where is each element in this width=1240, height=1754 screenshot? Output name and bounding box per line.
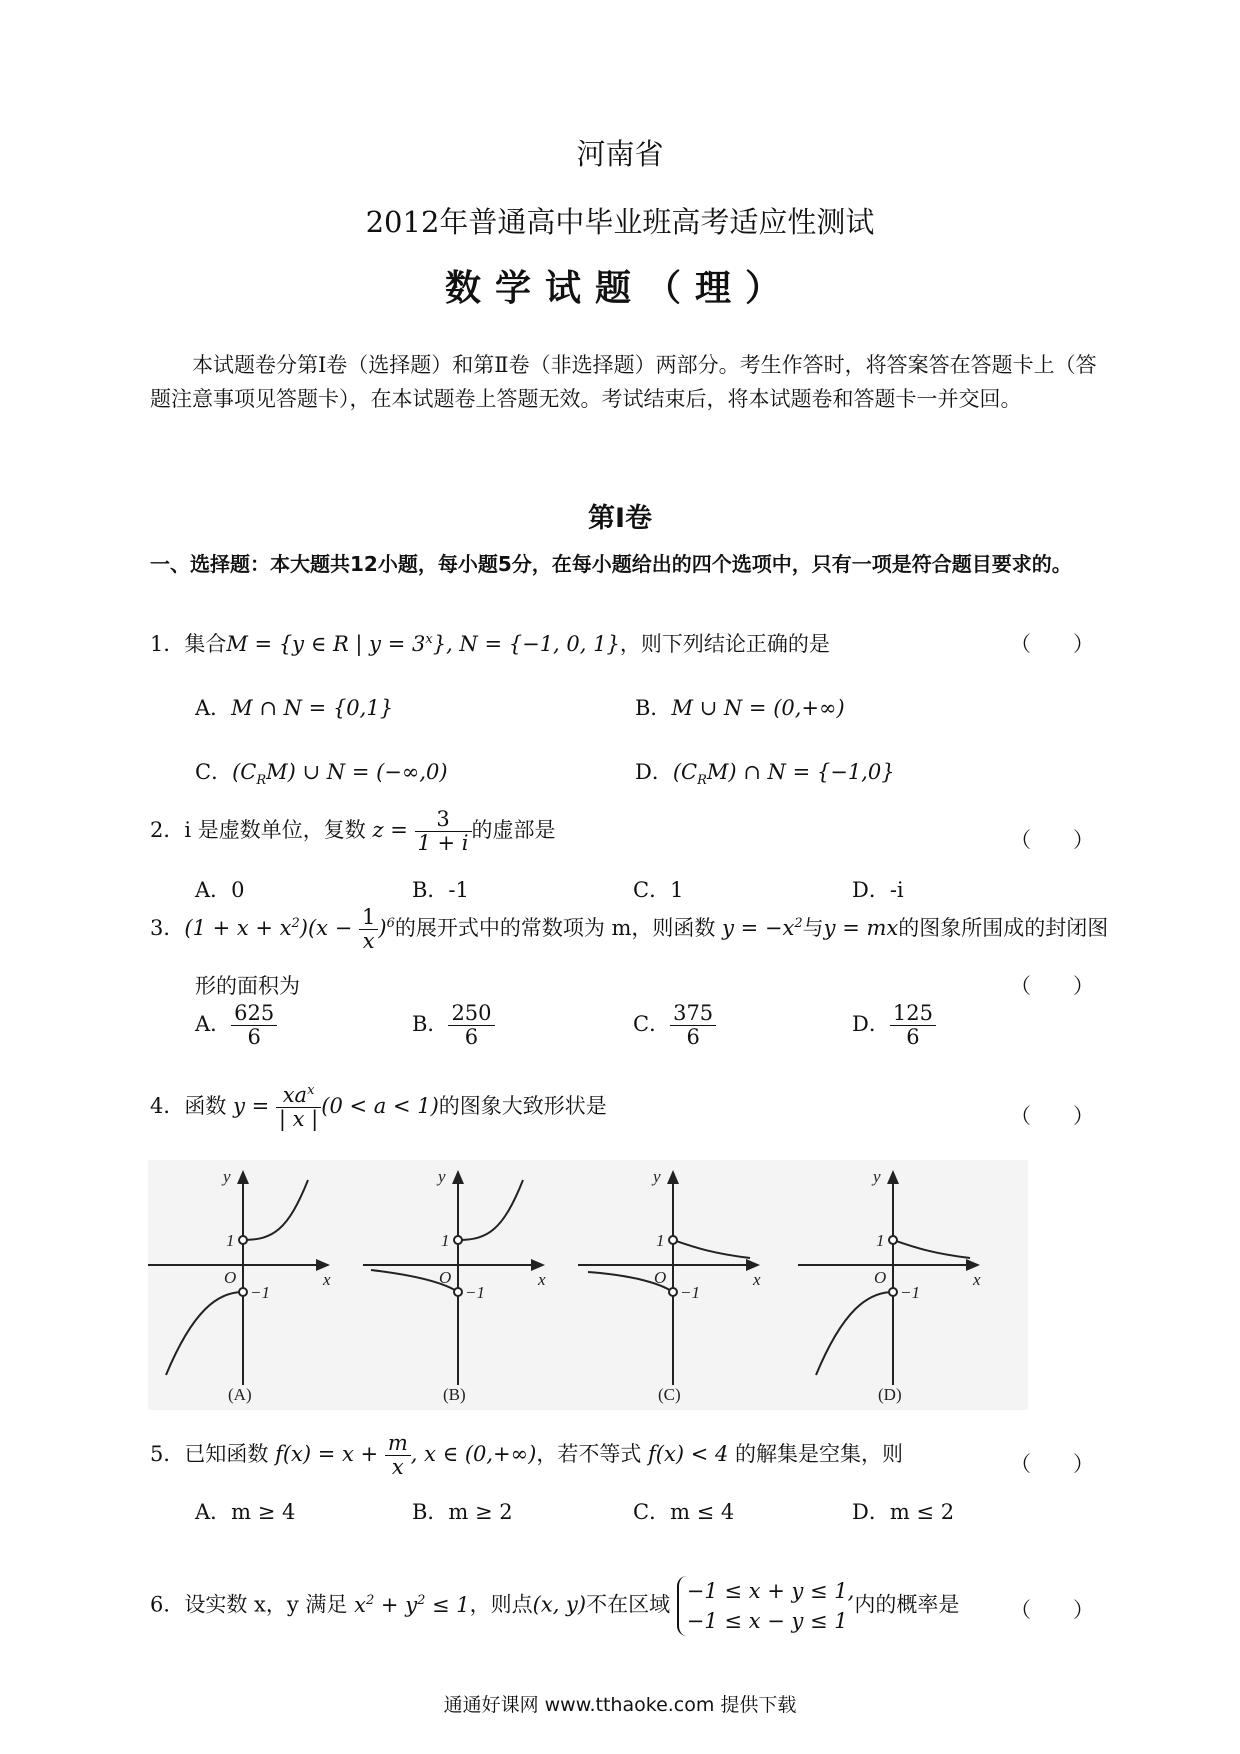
graph-a-origin: O — [224, 1268, 237, 1287]
graph-b — [363, 1172, 543, 1385]
graph-c-origin: O — [654, 1268, 667, 1287]
q3-option-b: B． $\frac{250}{6}$ — [412, 1002, 495, 1049]
graph-c-y-label: y — [653, 1167, 661, 1186]
graph-d-minus-one: −1 — [900, 1283, 920, 1302]
q5-option-d: D．m ≤ 2 — [852, 1500, 955, 1524]
graph-b-x-label: x — [538, 1270, 546, 1289]
graph-d — [798, 1172, 978, 1385]
q5-option-a: A．m ≥ 4 — [195, 1500, 296, 1524]
graph-c-caption: (C) — [658, 1385, 681, 1404]
graph-d-x-label: x — [973, 1270, 981, 1289]
graph-b-minus-one: −1 — [465, 1283, 485, 1302]
graph-c — [578, 1172, 758, 1385]
graph-d-one: 1 — [876, 1231, 885, 1250]
graph-c-one: 1 — [656, 1231, 665, 1250]
q1-number: 1． — [150, 632, 185, 656]
q1-option-d: D．$(C_RM)$ ∩ N = {−1,0} — [635, 760, 895, 789]
graph-b-caption: (B) — [443, 1385, 466, 1404]
graph-d-y-label: y — [873, 1167, 881, 1186]
question-5: 5．已知函数 f(x) = x + $\frac{m}{x}$ , x ∈ (0,+∞)，若不等式 f(x) < 4 的解集是空集，则 — [150, 1431, 904, 1480]
q3-answer-paren: （ ） — [1010, 974, 1094, 998]
graph-a-minus-one: −1 — [250, 1283, 270, 1302]
q3-option-d: D． $\frac{125}{6}$ — [852, 1002, 936, 1049]
province-title: 河南省 — [576, 137, 664, 171]
q1-math: M = {y ∈ R | $y = 3^x$}, N = {−1, 0, 1} — [226, 632, 620, 656]
graph-c-x-label: x — [753, 1270, 761, 1289]
graph-a-x-label: x — [323, 1270, 331, 1289]
graph-a-caption: (A) — [228, 1385, 252, 1404]
q3-option-a: A． $\frac{625}{6}$ — [195, 1002, 277, 1049]
graph-d-origin: O — [874, 1268, 887, 1287]
question-4: 4．函数 y = $\frac{xa^x}{| x |}$ (0 < a < 1)的图象大致形状是 — [150, 1083, 607, 1132]
q4-graphs — [148, 1160, 1028, 1410]
graph-a-y-label: y — [223, 1167, 231, 1186]
q3-line-2: 形的面积为 — [195, 974, 300, 998]
q2-answer-paren: （ ） — [1010, 828, 1094, 852]
graph-a-labels — [221, 1167, 331, 1404]
footer-credit: 通通好课网 www.tthaoke.com 提供下载 — [443, 1694, 797, 1716]
q6-answer-paren: （ ） — [1010, 1598, 1094, 1622]
q5-option-c: C．m ≤ 4 — [633, 1500, 735, 1524]
q1-text: 集合 — [184, 632, 227, 656]
graph-b-origin: O — [439, 1268, 452, 1287]
q1-option-c: C．$(C_RM)$ ∪ N = (−∞,0) — [195, 760, 448, 789]
graph-b-labels — [436, 1167, 546, 1404]
q4-graphs-svg — [148, 1160, 1028, 1410]
question-6: 6．设实数 x，y 满足 $x^2 + y^2 \le 1$，则点(x, y)不在区域 −1 ≤ x + y ≤ 1, −1 ≤ x − y ≤ 1 内的概率是 — [150, 1576, 959, 1636]
q1-text-post: ，则下列结论正确的是 — [619, 632, 830, 656]
subject-title: 数学试题（理） — [444, 268, 795, 309]
q2-option-c: C．1 — [633, 878, 684, 902]
graph-a-one: 1 — [226, 1231, 235, 1250]
q3-option-c: C． $\frac{375}{6}$ — [633, 1002, 716, 1049]
q1-option-a: A．M ∩ N = {0,1} — [195, 696, 394, 720]
exam-title: 2012年普通高中毕业班高考适应性测试 — [365, 205, 875, 239]
graph-c-minus-one: −1 — [680, 1283, 700, 1302]
graph-c-labels — [651, 1167, 761, 1404]
graph-d-labels — [871, 1167, 981, 1404]
q1-option-b: B．M ∪ N = (0,+∞) — [635, 696, 845, 720]
q2-option-a: A．0 — [195, 878, 245, 902]
intro-paragraph: 本试题卷分第Ⅰ卷（选择题）和第Ⅱ卷（非选择题）两部分。考生作答时，将答案答在答题卡上（答题注意事项见答题卡），在本试题卷上答题无效。考试结束后，将本试题卷和答题卡一并交回。 — [150, 353, 1097, 411]
q2-fraction: $\frac{3}{1 + i}$ — [415, 808, 472, 855]
graph-b-y-label: y — [438, 1167, 446, 1186]
graph-a — [148, 1172, 328, 1385]
q2-option-d: D．-i — [852, 878, 904, 902]
graph-b-one: 1 — [441, 1231, 450, 1250]
section-heading: 一、选择题：本大题共12小题，每小题5分，在每小题给出的四个选项中，只有一项是符合题目要求的。 — [150, 552, 1072, 576]
q4-answer-paren: （ ） — [1010, 1104, 1094, 1128]
question-2: 2．i 是虚数单位，复数 z = $\frac{3}{1 + i}$ 的虚部是 — [150, 807, 556, 856]
question-3: 3．$(1 + x + x^2)(x$ − $\frac{1}{x}$ )$^6$的展开式中的常数项为 m，则函数 $y = -x^2$与y = mx的图象所围成的封闭图 — [150, 905, 1109, 954]
volume-heading: 第Ⅰ卷 — [587, 503, 653, 534]
q1-answer-paren: （ ） — [1010, 632, 1094, 656]
q2-option-b: B．-1 — [412, 878, 469, 902]
graph-d-caption: (D) — [878, 1385, 902, 1404]
q6-system: −1 ≤ x + y ≤ 1, −1 ≤ x − y ≤ 1 — [677, 1576, 855, 1636]
q5-answer-paren: （ ） — [1010, 1452, 1094, 1476]
q5-option-b: B．m ≥ 2 — [412, 1500, 513, 1524]
question-1 — [150, 628, 830, 658]
